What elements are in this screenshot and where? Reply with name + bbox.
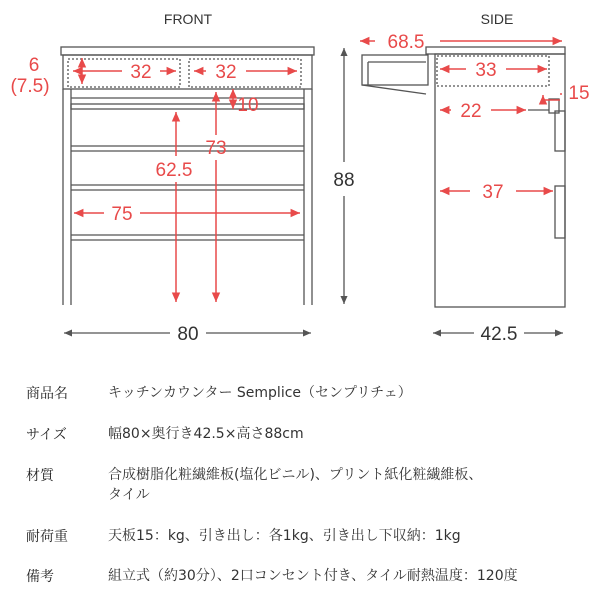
front-dim-drawer-width-left: 32 <box>130 62 152 83</box>
spec-label-material: 材質 <box>26 468 54 484</box>
front-dim-shelf-gap: 10 <box>237 95 259 116</box>
spec-value-product-name: キッチンカウンター Semplice（センプリチェ） <box>108 385 412 401</box>
side-dim-total-depth: 42.5 <box>480 324 518 345</box>
front-dim-inner-width: 75 <box>111 204 133 225</box>
side-title: SIDE <box>480 11 514 27</box>
spec-value-load: 天板15：kg、引き出し：各1kg、引き出し下収納：1kg <box>108 528 461 544</box>
side-dim-outlet-depth: 22 <box>460 101 482 122</box>
side-dim-drawer-depth: 33 <box>475 60 497 81</box>
front-dim-counter-height: 73 <box>205 138 227 159</box>
front-dim-drawer-width-right: 32 <box>215 62 237 83</box>
spec-label-product-name: 商品名 <box>26 386 68 402</box>
front-dim-drawer-height: 6 <box>28 55 40 76</box>
side-dim-tile-depth: 37 <box>482 182 504 203</box>
front-dim-drawer-height-alt: (7.5) <box>10 76 50 97</box>
front-dim-inner-height: 62.5 <box>155 160 193 181</box>
spec-value-size: 幅80×奥行き42.5×高さ88cm <box>108 426 304 442</box>
spec-value-notes: 組立式（約30分）、2口コンセント付き、タイル耐熱温度：120度 <box>108 568 518 584</box>
side-dim-outlet-offset: 15 <box>568 83 590 104</box>
spec-value-material: 合成樹脂化粧繊維板(塩化ビニル)、プリント紙化粧繊維板、 タイル <box>108 467 483 503</box>
front-dim-total-height: 88 <box>333 170 355 191</box>
front-dim-total-width: 80 <box>177 324 199 345</box>
spec-label-load: 耐荷重 <box>26 529 68 545</box>
side-dim-drawer-extension: 68.5 <box>387 32 425 53</box>
spec-label-notes: 備考 <box>26 569 54 585</box>
spec-label-size: サイズ <box>26 427 67 443</box>
front-title: FRONT <box>163 11 213 27</box>
